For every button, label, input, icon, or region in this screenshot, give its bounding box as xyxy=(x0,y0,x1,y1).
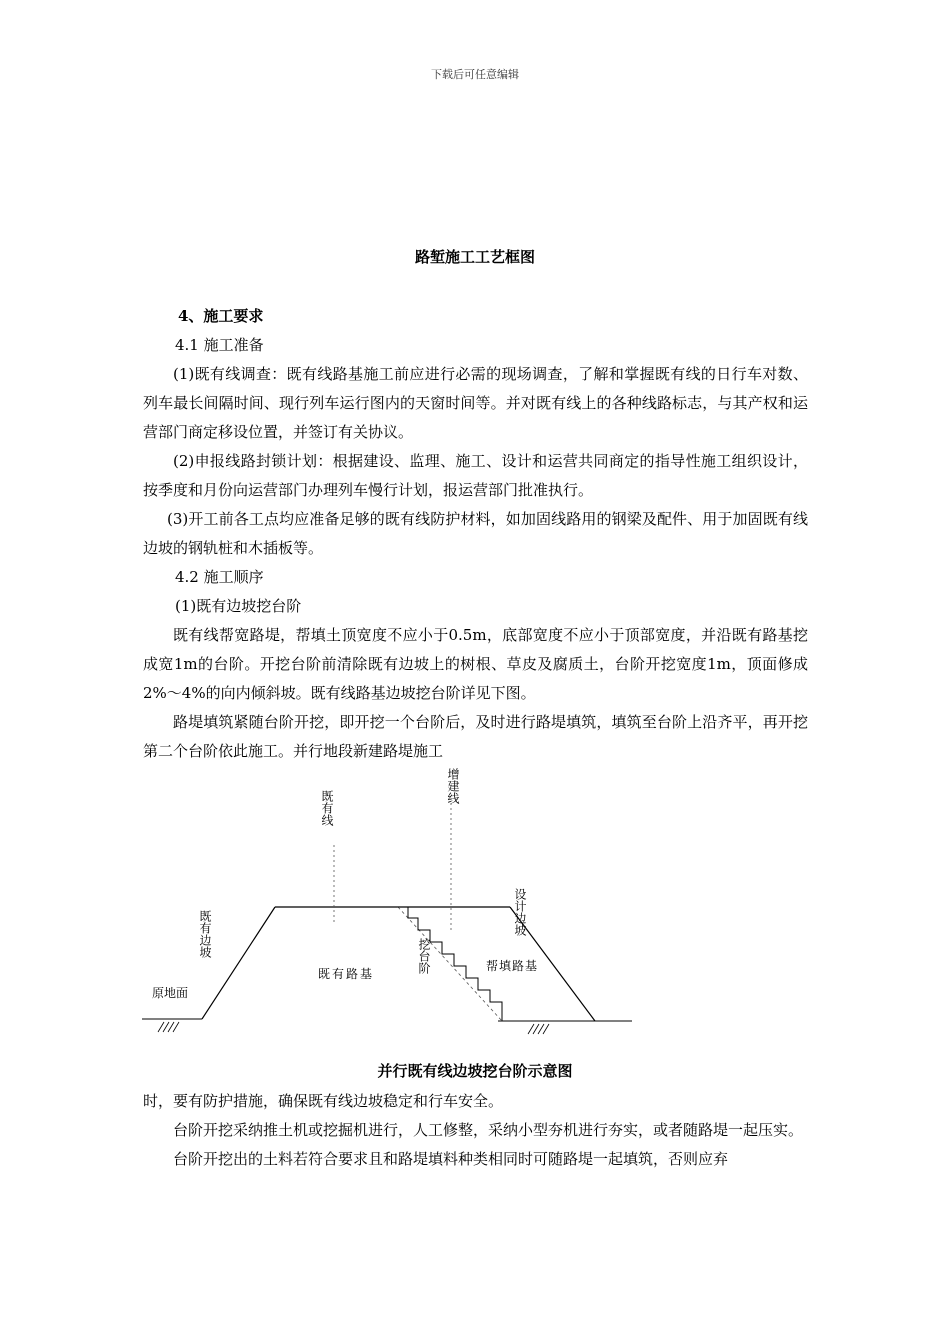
paragraph-filling: 路堤填筑紧随台阶开挖，即开挖一个台阶后，及时进行路堤填筑，填筑至台阶上沿齐平，再开挖第二个台阶依此施工。并行地段新建路堤施工 xyxy=(143,713,808,760)
paragraph-line-survey: (1)既有线调查：既有线路基施工前应进行必需的现场调查，了解和掌握既有线的日行车对数、列车最长间隔时间、现行列车运行图内的天窗时间等。并对既有线上的各种线路标志，与其产权和运营部门商定移设位置，并签订有关协议。 xyxy=(143,365,808,441)
label-widened-subgrade: 帮填路基 xyxy=(486,959,539,973)
section-4-1-heading: 4.1 施工准备 xyxy=(175,336,264,354)
existing-slope-line xyxy=(202,907,275,1019)
section-4-heading: 4、施工要求 xyxy=(178,307,264,325)
flowchart-title: 路堑施工工艺框图 xyxy=(414,248,535,266)
diagram-caption: 并行既有线边坡挖台阶示意图 xyxy=(377,1062,573,1080)
ground-hatch-left xyxy=(158,1022,179,1032)
main-content xyxy=(143,302,808,766)
paragraph-spoil-handling: 台阶开挖出的土料若符合要求且和路堤填料种类相同时可随路堤一起填筑，否则应弃 xyxy=(173,1150,729,1168)
cross-section-diagram xyxy=(140,760,635,1040)
label-existing-slope: 既有边坡 xyxy=(198,910,212,958)
section-4-2-heading: 4.2 施工顺序 xyxy=(175,568,264,586)
paragraph-step-excavation: 台阶开挖采纳推土机或挖掘机进行，人工修整，采纳小型夯机进行夯实，或者随路堤一起压实。 xyxy=(173,1121,804,1139)
item-dig-steps: (1)既有边坡挖台阶 xyxy=(175,597,302,615)
paragraph-protection-measures: 时，要有防护措施，确保既有线边坡稳定和行车安全。 xyxy=(143,1092,504,1110)
label-added-line: 增建线 xyxy=(446,768,460,804)
label-dig-steps: 挖台阶 xyxy=(417,938,431,974)
ground-hatch-right xyxy=(528,1024,549,1034)
label-existing-line: 既有线 xyxy=(320,790,334,826)
paragraph-widening: 既有线帮宽路堤，帮填土顶宽度不应小于0.5m，底部宽度不应小于顶部宽度，并沿既有路基挖成宽1m的台阶。开挖台阶前清除既有边坡上的树根、草皮及腐质土，台阶开挖宽度1m，顶面修成2%～4%的向内倾斜坡。既有线路基边坡挖台阶详见下图。 xyxy=(143,626,808,702)
paragraph-closure-plan: (2)申报线路封锁计划：根据建设、监理、施工、设计和运营共同商定的指导性施工组织设计，按季度和月份向运营部门办理列车慢行计划，报运营部门批准执行。 xyxy=(143,452,808,499)
paragraph-protection-materials: (3)开工前各工点均应准备足够的既有线防护材料，如加固线路用的钢梁及配件、用于加固既有线边坡的钢轨桩和木插板等。 xyxy=(143,510,808,557)
label-original-ground: 原地面 xyxy=(152,986,189,1000)
cross-section-svg xyxy=(140,760,635,1040)
watermark-header: 下载后可任意编辑 xyxy=(431,68,519,81)
continuation-content xyxy=(143,1087,808,1174)
label-design-slope: 设计边坡 xyxy=(513,888,527,936)
label-existing-subgrade: 既有路基 xyxy=(318,967,375,981)
